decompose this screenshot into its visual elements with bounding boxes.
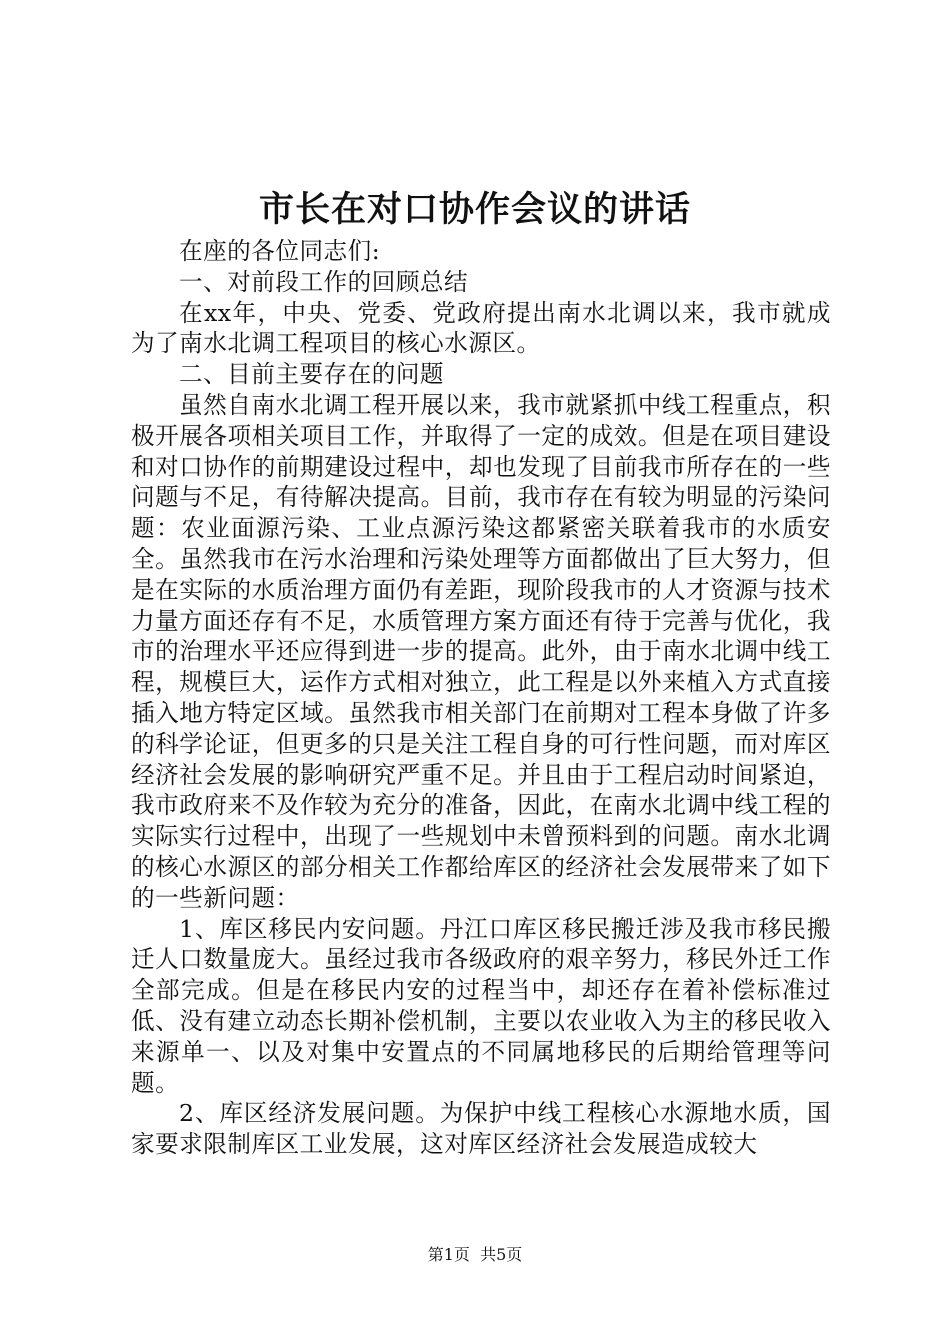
page-footer [0,1244,950,1266]
section-heading-problems: 二、目前主要存在的问题 [179,360,445,389]
body-paragraph: 2、库区经济发展问题。为保护中线工程核心水源地水质，国家要求限制库区工业发展，这对库区经济社会发展造成较大 [131,1099,831,1159]
greeting-paragraph: 在座的各位同志们: [179,237,381,265]
page-number: 第1页 共5页 [427,1245,523,1264]
body-paragraph: 在xx年，中央、党委、党政府提出南水北调以来，我市就成为了南水北调工程项目的核心水源区。 [131,298,831,358]
document-body [131,236,831,1160]
body-paragraph: 1、库区移民内安问题。丹江口库区移民搬迁涉及我市移民搬迁人口数量庞大。虽经过我市各级政府的艰辛努力，移民外迁工作全部完成。但是在移民内安的过程当中，却还存在着补偿标准过低、没有建立动态长期补偿机制，主要以农业收入为主的移民收入来源单一、以及对集中安置点的不同属地移民的后期给管理等问题。 [131,914,831,1097]
body-paragraph: 虽然自南水北调工程开展以来，我市就紧抓中线工程重点，积极开展各项相关项目工作，并取得了一定的成效。但是在项目建设和对口协作的前期建设过程中，却也发现了目前我市所存在的一些问题与不足，有待解决提高。目前，我市存在有较为明显的污染问题：农业面源污染、工业点源污染这都紧密关联着我市的水质安全。虽然我市在污水治理和污染处理等方面都做出了巨大努力，但是在实际的水质治理方面仍有差距，现阶段我市的人才资源与技术力量方面还存有不足，水质管理方案方面还有待于完善与优化，我市的治理水平还应得到进一步的提高。此外，由于南水北调中线工程，规模巨大，运作方式相对独立，此工程是以外来植入方式直接插入地方特定区域。虽然我市相关部门在前期对工程本身做了许多的科学论证，但更多的只是关注工程自身的可行性问题，而对库区经济社会发展的影响研究严重不足。并且由于工程启动时间紧迫，我市政府来不及作较为充分的准备，因此，在南水北调中线工程的实际实行过程中，出现了一些规划中未曾预料到的问题。南水北调的核心水源区的部分相关工作都给库区的经济社会发展带来了如下的一些新问题： [131,390,831,912]
section-heading-review: 一、对前段工作的回顾总结 [179,267,469,296]
document-title: 市长在对口协作会议的讲话 [258,189,691,230]
